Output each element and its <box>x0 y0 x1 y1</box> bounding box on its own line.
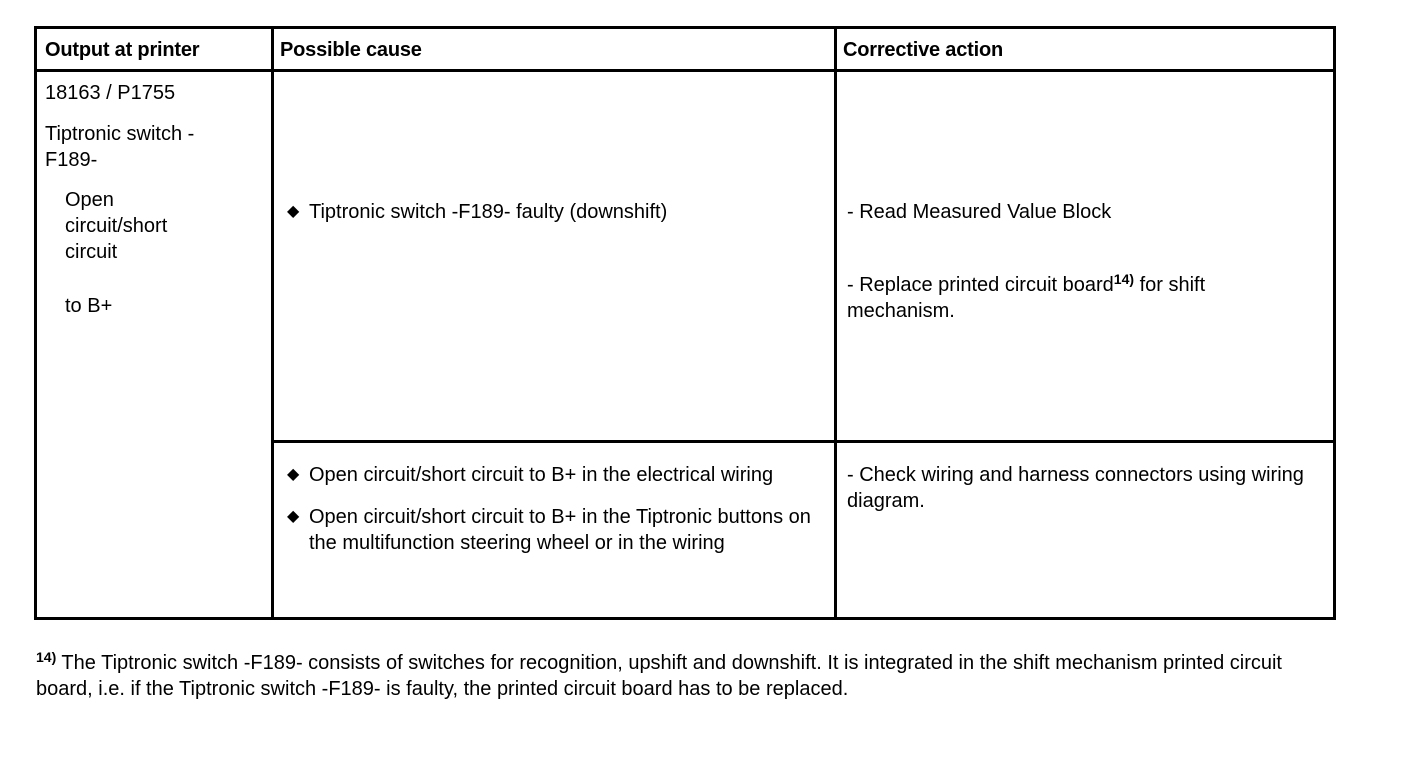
list-item <box>283 504 819 556</box>
output-component: Tiptronic switch -F189- <box>45 123 195 171</box>
action-text-cont: for shift mechanism. <box>847 274 1206 322</box>
diagnostic-table <box>34 26 1336 620</box>
row-divider <box>271 440 1333 443</box>
column-divider <box>271 29 274 617</box>
diamond-bullet-icon: ◆ <box>287 203 300 220</box>
footnote <box>36 650 1336 702</box>
cause-text: Open circuit/short circuit to B+ in the electrical wiring <box>309 464 774 486</box>
output-code: 18163 / P1755 <box>45 82 176 104</box>
action-text: - Replace printed circuit board <box>847 274 1114 296</box>
footnote-ref: 14) <box>1113 271 1135 287</box>
footnote-text: The Tiptronic switch -F189- consists of switches for recognition, upshift and downshift. It is integrated in the shift mechanism printed circuit board, i.e. if the Tiptronic switch -F189- is faulty, the printed circuit board has to be replaced. <box>36 652 1282 700</box>
footnote-marker: 14) <box>36 649 57 665</box>
output-fault: Open circuit/short circuit <box>65 189 168 263</box>
row2-causes <box>283 462 823 556</box>
header-action: Corrective action <box>843 39 1003 61</box>
output-fault-target: to B+ <box>65 295 113 317</box>
list-item <box>283 199 823 225</box>
header-divider <box>37 69 1333 72</box>
list-item <box>283 462 799 488</box>
header-output: Output at printer <box>45 39 200 61</box>
cause-text: Open circuit/short circuit to B+ in the Tiptronic buttons on the multifunction steering wheel or in the wiring <box>309 506 811 554</box>
cause-text: Tiptronic switch -F189- faulty (downshift) <box>309 201 668 223</box>
diamond-bullet-icon: ◆ <box>287 466 300 483</box>
row2-action: - Check wiring and harness connectors using wiring diagram. <box>847 464 1304 512</box>
diamond-bullet-icon: ◆ <box>287 508 300 525</box>
row1-cause <box>283 199 823 225</box>
header-cause: Possible cause <box>280 39 422 61</box>
column-divider <box>834 29 837 617</box>
row1-action-replace <box>847 272 1317 324</box>
row1-action-read: - Read Measured Value Block <box>847 201 1112 223</box>
